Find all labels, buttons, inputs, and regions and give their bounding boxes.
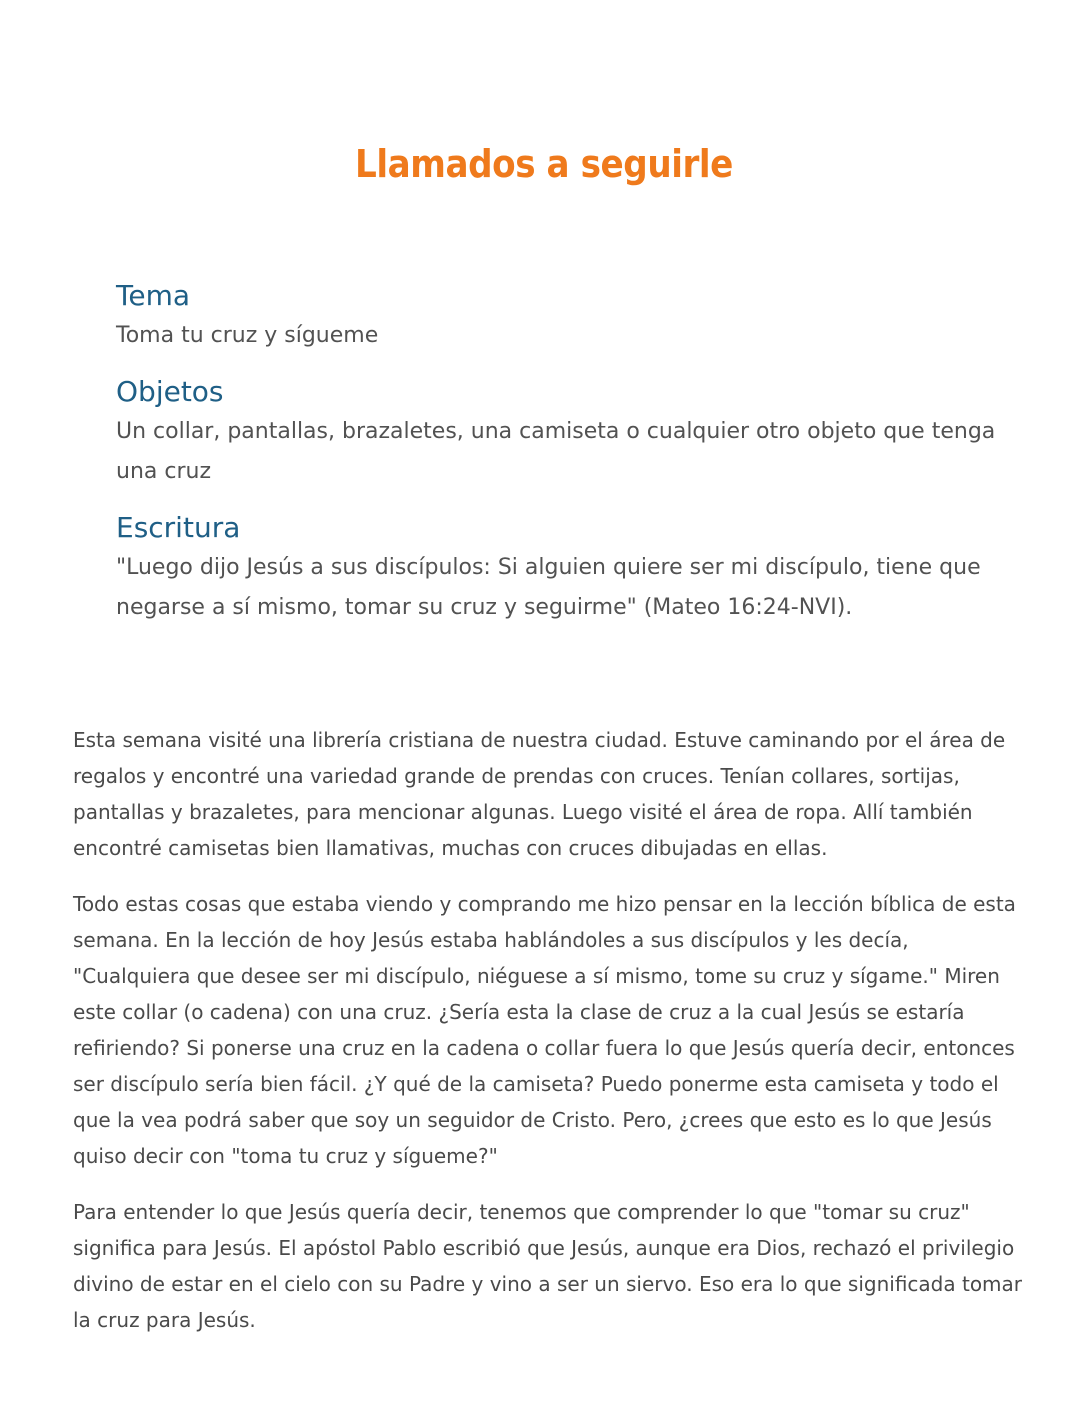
paragraph: Esta semana visité una librería cristiana de nuestra ciudad. Estuve caminando por el área de regalos y encontré una variedad grande de prendas con cruces. Tenían collares, sortijas, pantallas y brazaletes, para mencionar algunas. Luego visité el área de ropa. Allí también encontré camisetas bien llamativas, muchas con cruces dibujadas en ellas. <box>73 728 1006 860</box>
objetos-text: Un collar, pantallas, brazaletes, una camiseta o cualquier otro objeto que tenga una cruz <box>116 419 996 484</box>
escritura-heading: Escritura <box>116 511 241 544</box>
page-title: Llamados a seguirle <box>355 142 733 186</box>
objetos-section <box>116 372 996 492</box>
tema-heading: Tema <box>116 279 191 312</box>
tema-text: Toma tu cruz y sígueme <box>116 323 379 348</box>
tema-section <box>116 276 996 356</box>
escritura-section <box>116 508 996 628</box>
escritura-text: "Luego dijo Jesús a sus discípulos: Si alguien quiere ser mi discípulo, tiene que negarse a sí mismo, tomar su cruz y seguirme" (Mateo 16:24-NVI). <box>116 555 981 620</box>
lesson-body <box>73 722 1025 1358</box>
objetos-heading: Objetos <box>116 375 224 408</box>
paragraph: Todo estas cosas que estaba viendo y comprando me hizo pensar en la lección bíblica de esta semana. En la lección de hoy Jesús estaba hablándoles a sus discípulos y les decía, "Cualquiera que desee ser mi discípulo, niéguese a sí mismo, tome su cruz y sígame." Miren este collar (o cadena) con una cruz. ¿Sería esta la clase de cruz a la cual Jesús se estaría refiriendo? Si ponerse una cruz en la cadena o collar fuera lo que Jesús quería decir, entonces ser discípulo sería bien fácil. ¿Y qué de la camiseta? Puedo ponerme esta camiseta y todo el que la vea podrá saber que soy un seguidor de Cristo. Pero, ¿crees que esto es lo que Jesús quiso decir con "toma tu cruz y sígueme?" <box>73 892 1016 1168</box>
lesson-info <box>116 276 996 644</box>
paragraph: Para entender lo que Jesús quería decir, tenemos que comprender lo que "tomar su cruz" significa para Jesús. El apóstol Pablo escribió que Jesús, aunque era Dios, rechazó el privilegio divino de estar en el cielo con su Padre y vino a ser un siervo. Eso era lo que significada tomar la cruz para Jesús. <box>73 1200 1023 1332</box>
